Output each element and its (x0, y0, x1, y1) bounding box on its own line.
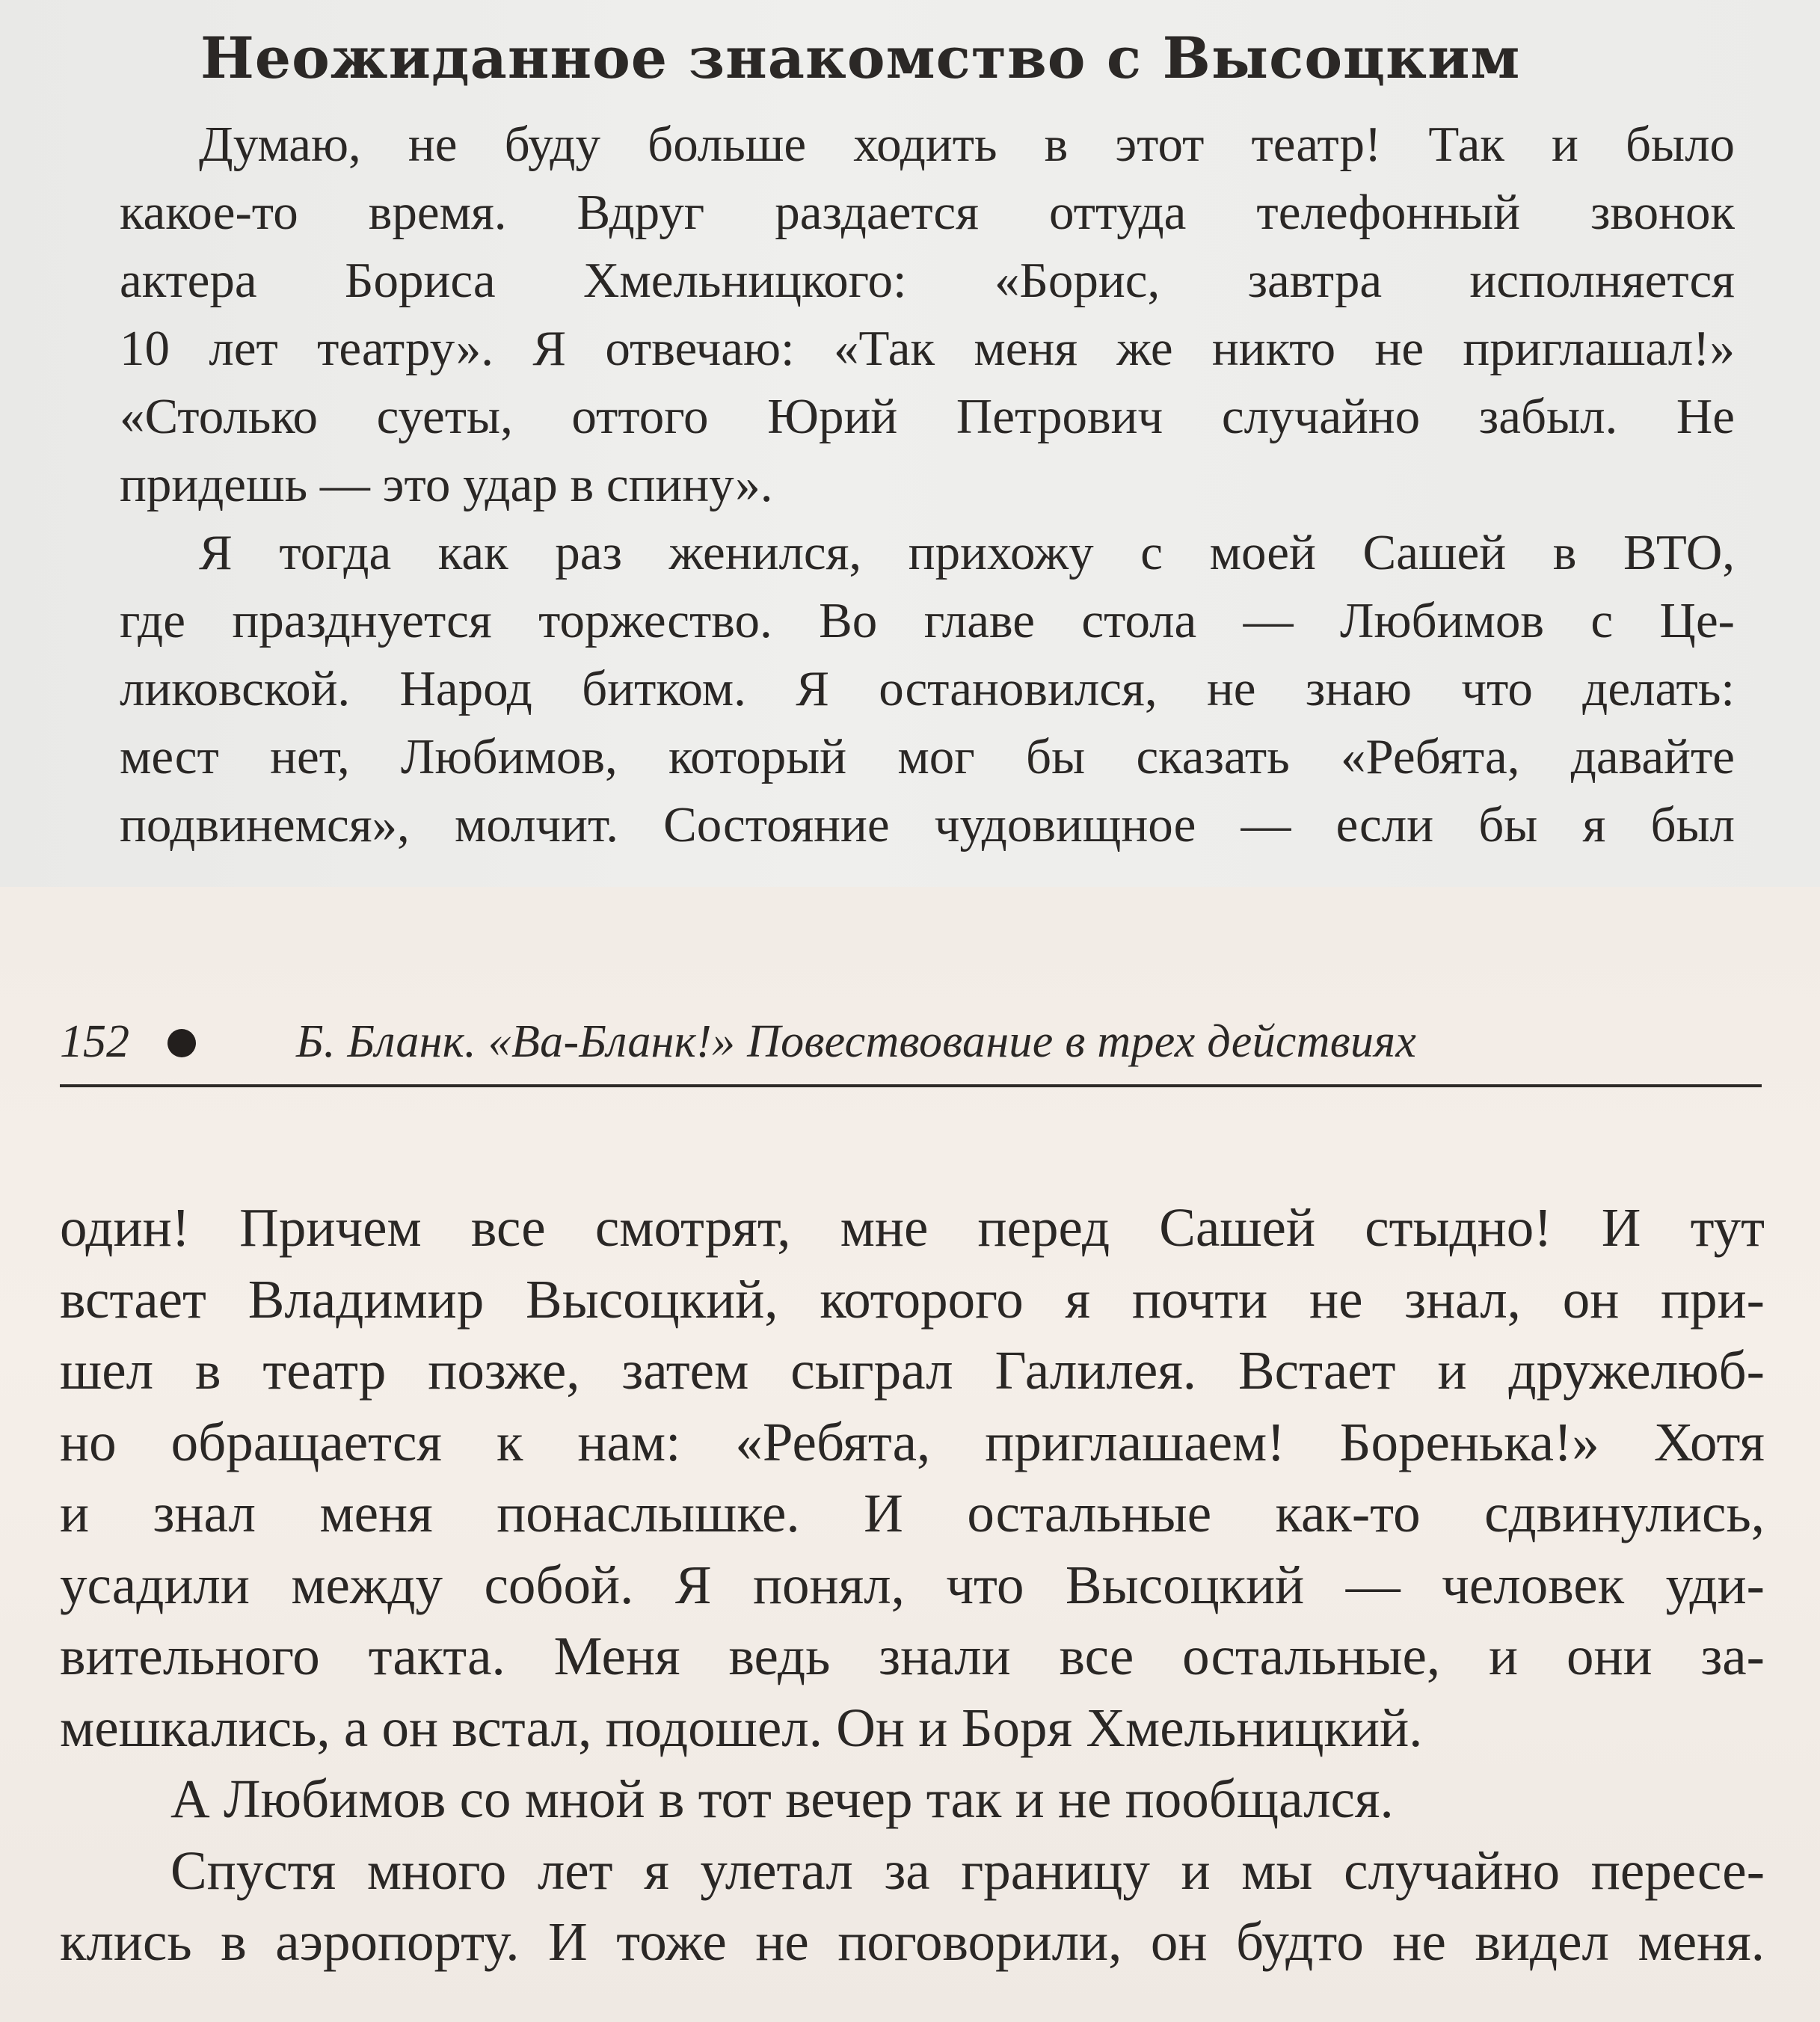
text-line: ликовской. Народ битком. Я остановился, не знаю что делать: (120, 661, 1735, 716)
text-line: придешь — это удар в спину». (120, 457, 773, 512)
text-line: Я тогда как раз женился, прихожу с моей Сашей в ВТО, (199, 525, 1735, 580)
text-line: актера Бориса Хмельницкого: «Борис, завтра исполняется (120, 253, 1735, 308)
page-number: 152 (60, 1016, 129, 1067)
text-line: но обращается к нам: «Ребята, приглашаем! Боренька!» Хотя (60, 1411, 1765, 1472)
text-line: мест нет, Любимов, который мог бы сказать «Ребята, давайте (120, 729, 1735, 784)
section-heading: Неожиданное знакомство с Высоцким (200, 25, 1521, 91)
text-line: мешкались, а он встал, подошел. Он и Боря Хмельницкий. (60, 1697, 1423, 1758)
top-page-photo (0, 0, 1820, 887)
top-page-text (120, 111, 1735, 859)
text-line: вительного такта. Меня ведь знали все остальные, и они за- (60, 1626, 1765, 1686)
text-line: какое-то время. Вдруг раздается оттуда телефонный звонок (120, 185, 1735, 240)
text-line: Спустя много лет я улетал за границу и мы случайно пересе- (170, 1840, 1765, 1901)
text-line: 10 лет театру». Я отвечаю: «Так меня же никто не приглашал!» (120, 321, 1735, 376)
running-head (60, 1010, 1762, 1087)
bullet-dot-icon (167, 1029, 196, 1057)
bottom-page-text (60, 1192, 1765, 1978)
text-line: подвинемся», молчит. Состояние чудовищное — если бы я был (120, 797, 1735, 852)
text-line: клись в аэропорту. И тоже не поговорили, он будто не видел меня. (60, 1911, 1765, 1972)
running-title: Б. Бланк. «Ва-Бланк!» Повествование в трех действиях (296, 1016, 1417, 1067)
text-line: А Любимов со мной в тот вечер так и не пообщался. (170, 1769, 1394, 1829)
text-line: и знал меня понаслышке. И остальные как-то сдвинулись, (60, 1483, 1765, 1543)
text-line: один! Причем все смотрят, мне перед Сашей стыдно! И тут (60, 1197, 1765, 1258)
text-line: Думаю, не буду больше ходить в этот театр! Так и было (199, 117, 1735, 172)
text-line: шел в театр позже, затем сыграл Галилея. Встает и дружелюб- (60, 1340, 1765, 1401)
text-line: где празднуется торжество. Во главе стола — Любимов с Це- (120, 593, 1735, 648)
text-line: «Столько суеты, оттого Юрий Петрович случайно забыл. Не (120, 389, 1735, 444)
text-line: встает Владимир Высоцкий, которого я почти не знал, он при- (60, 1268, 1765, 1330)
text-line: усадили между собой. Я понял, что Высоцкий — человек уди- (60, 1554, 1765, 1615)
